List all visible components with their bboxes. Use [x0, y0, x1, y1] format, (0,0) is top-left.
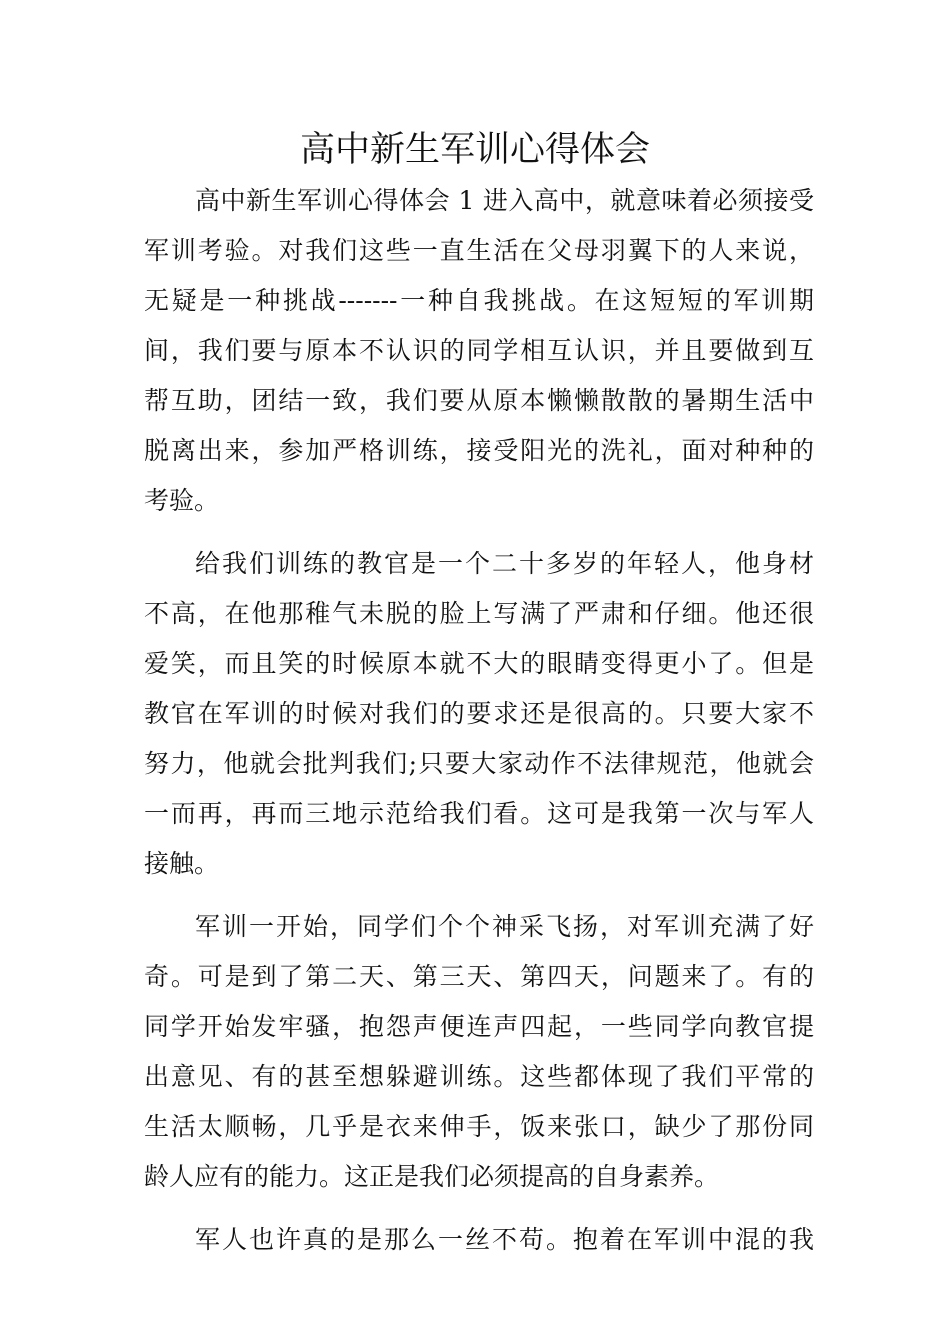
paragraph-line: 生活太顺畅，几乎是衣来伸手，饭来张口，缺少了那份同 [144, 1112, 814, 1141]
paragraph-line: 不高，在他那稚气未脱的脸上写满了严肃和仔细。他还很 [144, 599, 814, 628]
document-body [144, 176, 814, 1265]
paragraph-line: 接触。 [144, 849, 220, 878]
paragraph-line: 考验。 [144, 486, 220, 515]
paragraph-line: 同学开始发牢骚，抱怨声便连声四起，一些同学向教官提 [144, 1012, 814, 1041]
document-title: 高中新生军训心得体会 [299, 130, 650, 170]
paragraph-line: 奇。可是到了第二天、第三天、第四天，问题来了。有的 [144, 962, 814, 991]
paragraph-spacer [144, 1202, 814, 1215]
paragraph-3 [144, 902, 814, 1202]
paragraph-line: 出意见、有的甚至想躲避训练。这些都体现了我们平常的 [144, 1062, 814, 1091]
paragraph-2 [144, 539, 814, 889]
paragraph-line: 脱离出来，参加严格训练，接受阳光的洗礼，面对种种的 [144, 436, 814, 465]
paragraph-line: 龄人应有的能力。这正是我们必须提高的自身素养。 [144, 1162, 720, 1191]
paragraph-line: 间，我们要与原本不认识的同学相互认识，并且要做到互 [144, 336, 814, 365]
paragraph-line: 无疑是一种挑战-------一种自我挑战。在这短短的军训期 [144, 286, 814, 315]
paragraph-line: 帮互助，团结一致，我们要从原本懒懒散散的暑期生活中 [144, 386, 814, 415]
paragraph-1 [144, 176, 814, 526]
paragraph-line: 给我们训练的教官是一个二十多岁的年轻人，他身材 [195, 549, 814, 578]
paragraph-spacer [144, 526, 814, 539]
paragraph-line: 努力，他就会批判我们;只要大家动作不法律规范，他就会 [144, 749, 814, 778]
paragraph-line: 军训考验。对我们这些一直生活在父母羽翼下的人来说， [144, 236, 814, 265]
paragraph-line: 爱笑，而且笑的时候原本就不大的眼睛变得更小了。但是 [144, 649, 814, 678]
paragraph-4 [144, 1215, 814, 1265]
paragraph-line: 高中新生军训心得体会 1 进入高中，就意味着必须接受 [195, 186, 814, 215]
paragraph-line: 军训一开始，同学们个个神采飞扬，对军训充满了好 [195, 912, 814, 941]
paragraph-spacer [144, 889, 814, 902]
paragraph-line: 一而再，再而三地示范给我们看。这可是我第一次与军人 [144, 799, 814, 828]
paragraph-line: 军人也许真的是那么一丝不苟。抱着在军训中混的我 [195, 1225, 814, 1254]
paragraph-line: 教官在军训的时候对我们的要求还是很高的。只要大家不 [144, 699, 814, 728]
